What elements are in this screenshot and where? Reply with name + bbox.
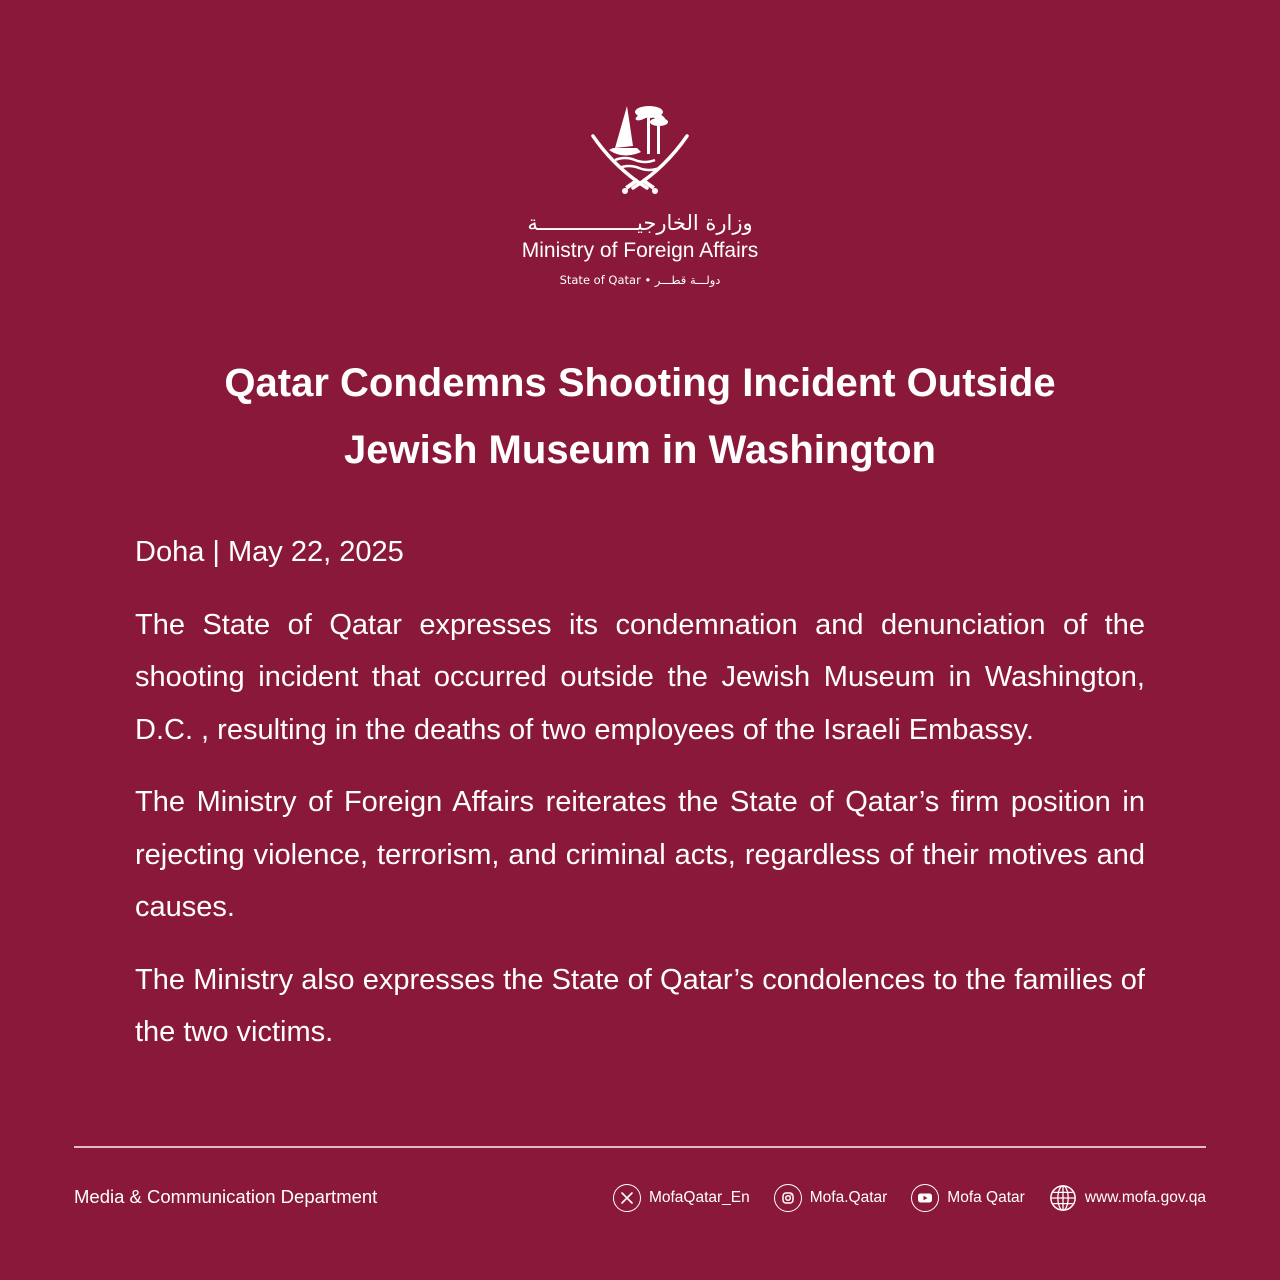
headline-line-2: Jewish Museum in Washington (344, 428, 936, 472)
qatar-emblem-icon (585, 98, 695, 202)
press-release-body (135, 526, 1145, 1079)
ministry-english-name: Ministry of Foreign Affairs (521, 239, 759, 262)
body-paragraph-1: The State of Qatar expresses its condemnation and denunciation of the shooting incident that occurred outside the Jewish Museum in Washington, D.C. , resulting in the deaths of two employees of the Israeli Embassy. (135, 608, 1145, 746)
dateline: Doha | May 22, 2025 (135, 536, 404, 568)
press-release-headline (140, 350, 1140, 484)
social-instagram-label: Mofa.Qatar (809, 1189, 888, 1206)
body-paragraph-3: The Ministry also expresses the State of Qatar’s condolences to the families of the two victims. (135, 963, 1145, 1048)
headline-line-1: Qatar Condemns Shooting Incident Outside (224, 361, 1056, 405)
footer-divider (74, 1146, 1206, 1148)
social-x-label: MofaQatar_En (648, 1189, 750, 1206)
body-paragraph-2: The Ministry of Foreign Affairs reiterates the State of Qatar’s firm position in rejecting violence, terrorism, and criminal acts, regardless of their motives and causes. (135, 786, 1145, 923)
social-x-link[interactable] (613, 1184, 750, 1212)
instagram-icon (774, 1184, 802, 1212)
social-youtube-label: Mofa Qatar (947, 1189, 1025, 1206)
x-icon (613, 1184, 641, 1212)
department-label: Media & Communication Department (74, 1186, 378, 1207)
social-instagram-link[interactable] (774, 1184, 888, 1212)
globe-icon (1049, 1184, 1077, 1212)
state-of-qatar-label: State of Qatar • دولـــة قطـــر (559, 273, 721, 287)
social-youtube-link[interactable] (911, 1184, 1025, 1212)
ministry-logo (0, 98, 1280, 288)
ministry-arabic-name: وزارة الخارجيــــــــــــــــة (527, 211, 753, 235)
youtube-icon (911, 1184, 939, 1212)
social-links (613, 1184, 1206, 1212)
website-link[interactable] (1049, 1184, 1206, 1212)
website-label: www.mofa.gov.qa (1084, 1189, 1206, 1206)
